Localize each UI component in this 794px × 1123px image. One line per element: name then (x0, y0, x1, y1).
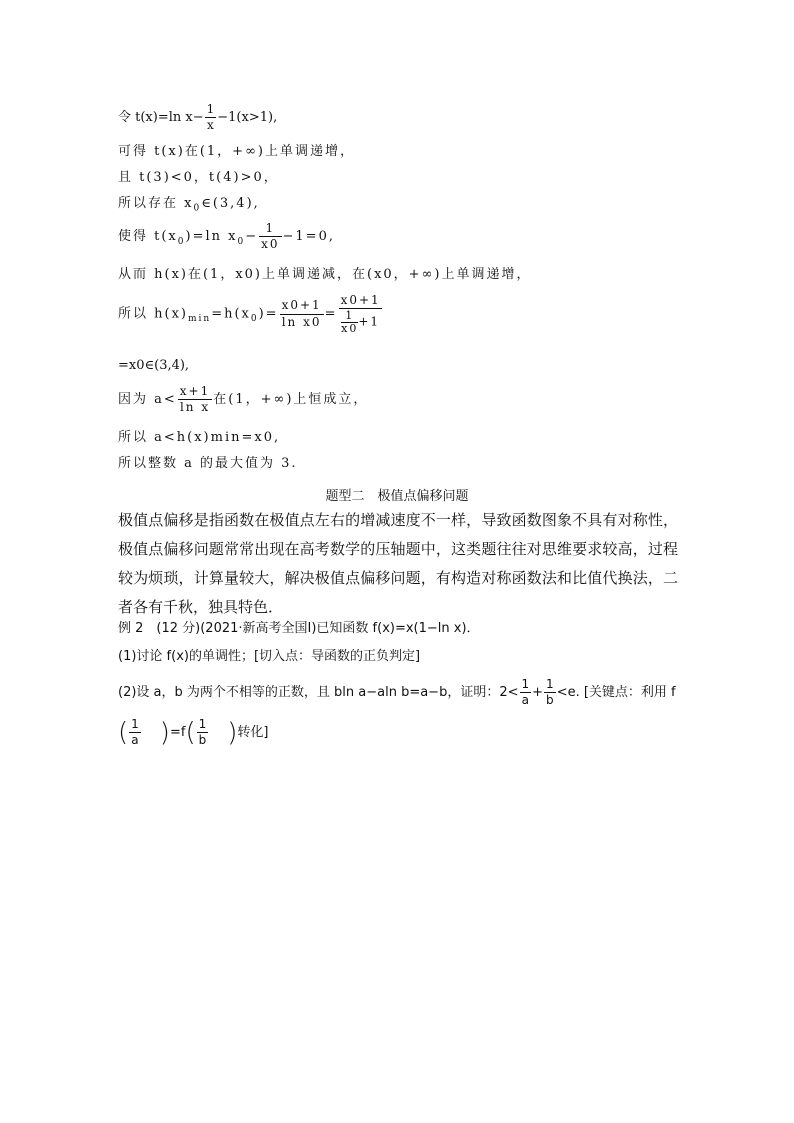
compound-fraction: x0+1 $\frac{1}{x0}$ +1 (340, 293, 381, 335)
example-part-1: (1)讨论 f(x)的单调性；[切入点：导函数的正负判定] (118, 649, 421, 664)
intro-paragraph: 极值点偏移是指函数在极值点左右的增减速度不一样，导致函数图象不具有对称性，极值点偏移问题常常出现在高考数学的压轴题中，这类题往往对思维要求较高，过程较为烦琐，计算量较大，解决极值点偏移问题，有构造对称函数法和比值代换法，二者各有千秋，独具特色． (118, 511, 678, 616)
example-title: 例 2 (12 分)(2021·新高考全国Ⅰ)已知函数 f(x)=x(1−ln x)． (118, 621, 480, 636)
proof-line-3: 且 t(3)<0，t(4)>0， (118, 170, 279, 185)
proof-line-10: 所以 a<h(x)min=x0, (118, 430, 281, 445)
fraction: $\frac{1}{b}$ (198, 717, 207, 748)
fraction: $\frac{x+1}{\text{ln x}}$ (179, 384, 211, 415)
proof-line-4: 所以存在 $x_0\in(3,4)$, (118, 196, 260, 214)
proof-line-5: 使得 $t(x_0)=\ln$ $x_0-$ $\frac{1}{x0}$ −1=0, (118, 221, 335, 252)
fraction: $\frac{1}{a}$ (521, 677, 530, 708)
proof-line-1: 令 t(x)=ln x− $\frac{1}{x}$ −1(x>1), (118, 102, 278, 133)
proof-line-8: =x0∈(3,4), (118, 358, 190, 373)
fraction: $\frac{1}{x}$ (206, 102, 215, 133)
example-part-2: (2)设 a，b 为两个不相等的正数，且 bln a−aln b=a−b，证明：2< $\frac{1}{a}$ + $\frac{1}{b}$ <e. [关键点：利用 f (118, 677, 676, 708)
proof-line-9: 因为 a< $\frac{x+1}{\text{ln x}}$ 在(1，+∞)上恒成立， (118, 384, 369, 415)
proof-line-11: 所以整数 a 的最大值为 3. (118, 456, 298, 471)
proof-line-2: 可得 t(x)在(1，+∞)上单调递增， (118, 144, 355, 159)
proof-line-6: 从而 h(x)在(1，x0)上单调递减，在(x0，+∞)上单调递增， (118, 267, 532, 282)
fraction: $\frac{1}{a}$ (131, 717, 139, 748)
example-part-2-continued: ( $\frac{1}{a}$ )=f( $\frac{1}{b}$ )转化] (118, 717, 269, 748)
proof-line-7: 所以 $h(x)_{min}=h(x_0)=$ $\frac{x0+1}{\text{ln x0}}$ = x0+1 $\frac{1}{x0}$ +1 (118, 293, 381, 335)
section-heading: 题型二 极值点偏移问题 (325, 489, 469, 504)
fraction: $\frac{1}{b}$ (546, 677, 554, 708)
fraction: $\frac{1}{x0}$ (261, 221, 280, 252)
proof-text: 令 t(x)=ln x− (118, 110, 204, 126)
fraction: $\frac{x0+1}{\text{ln x0}}$ (281, 298, 322, 329)
